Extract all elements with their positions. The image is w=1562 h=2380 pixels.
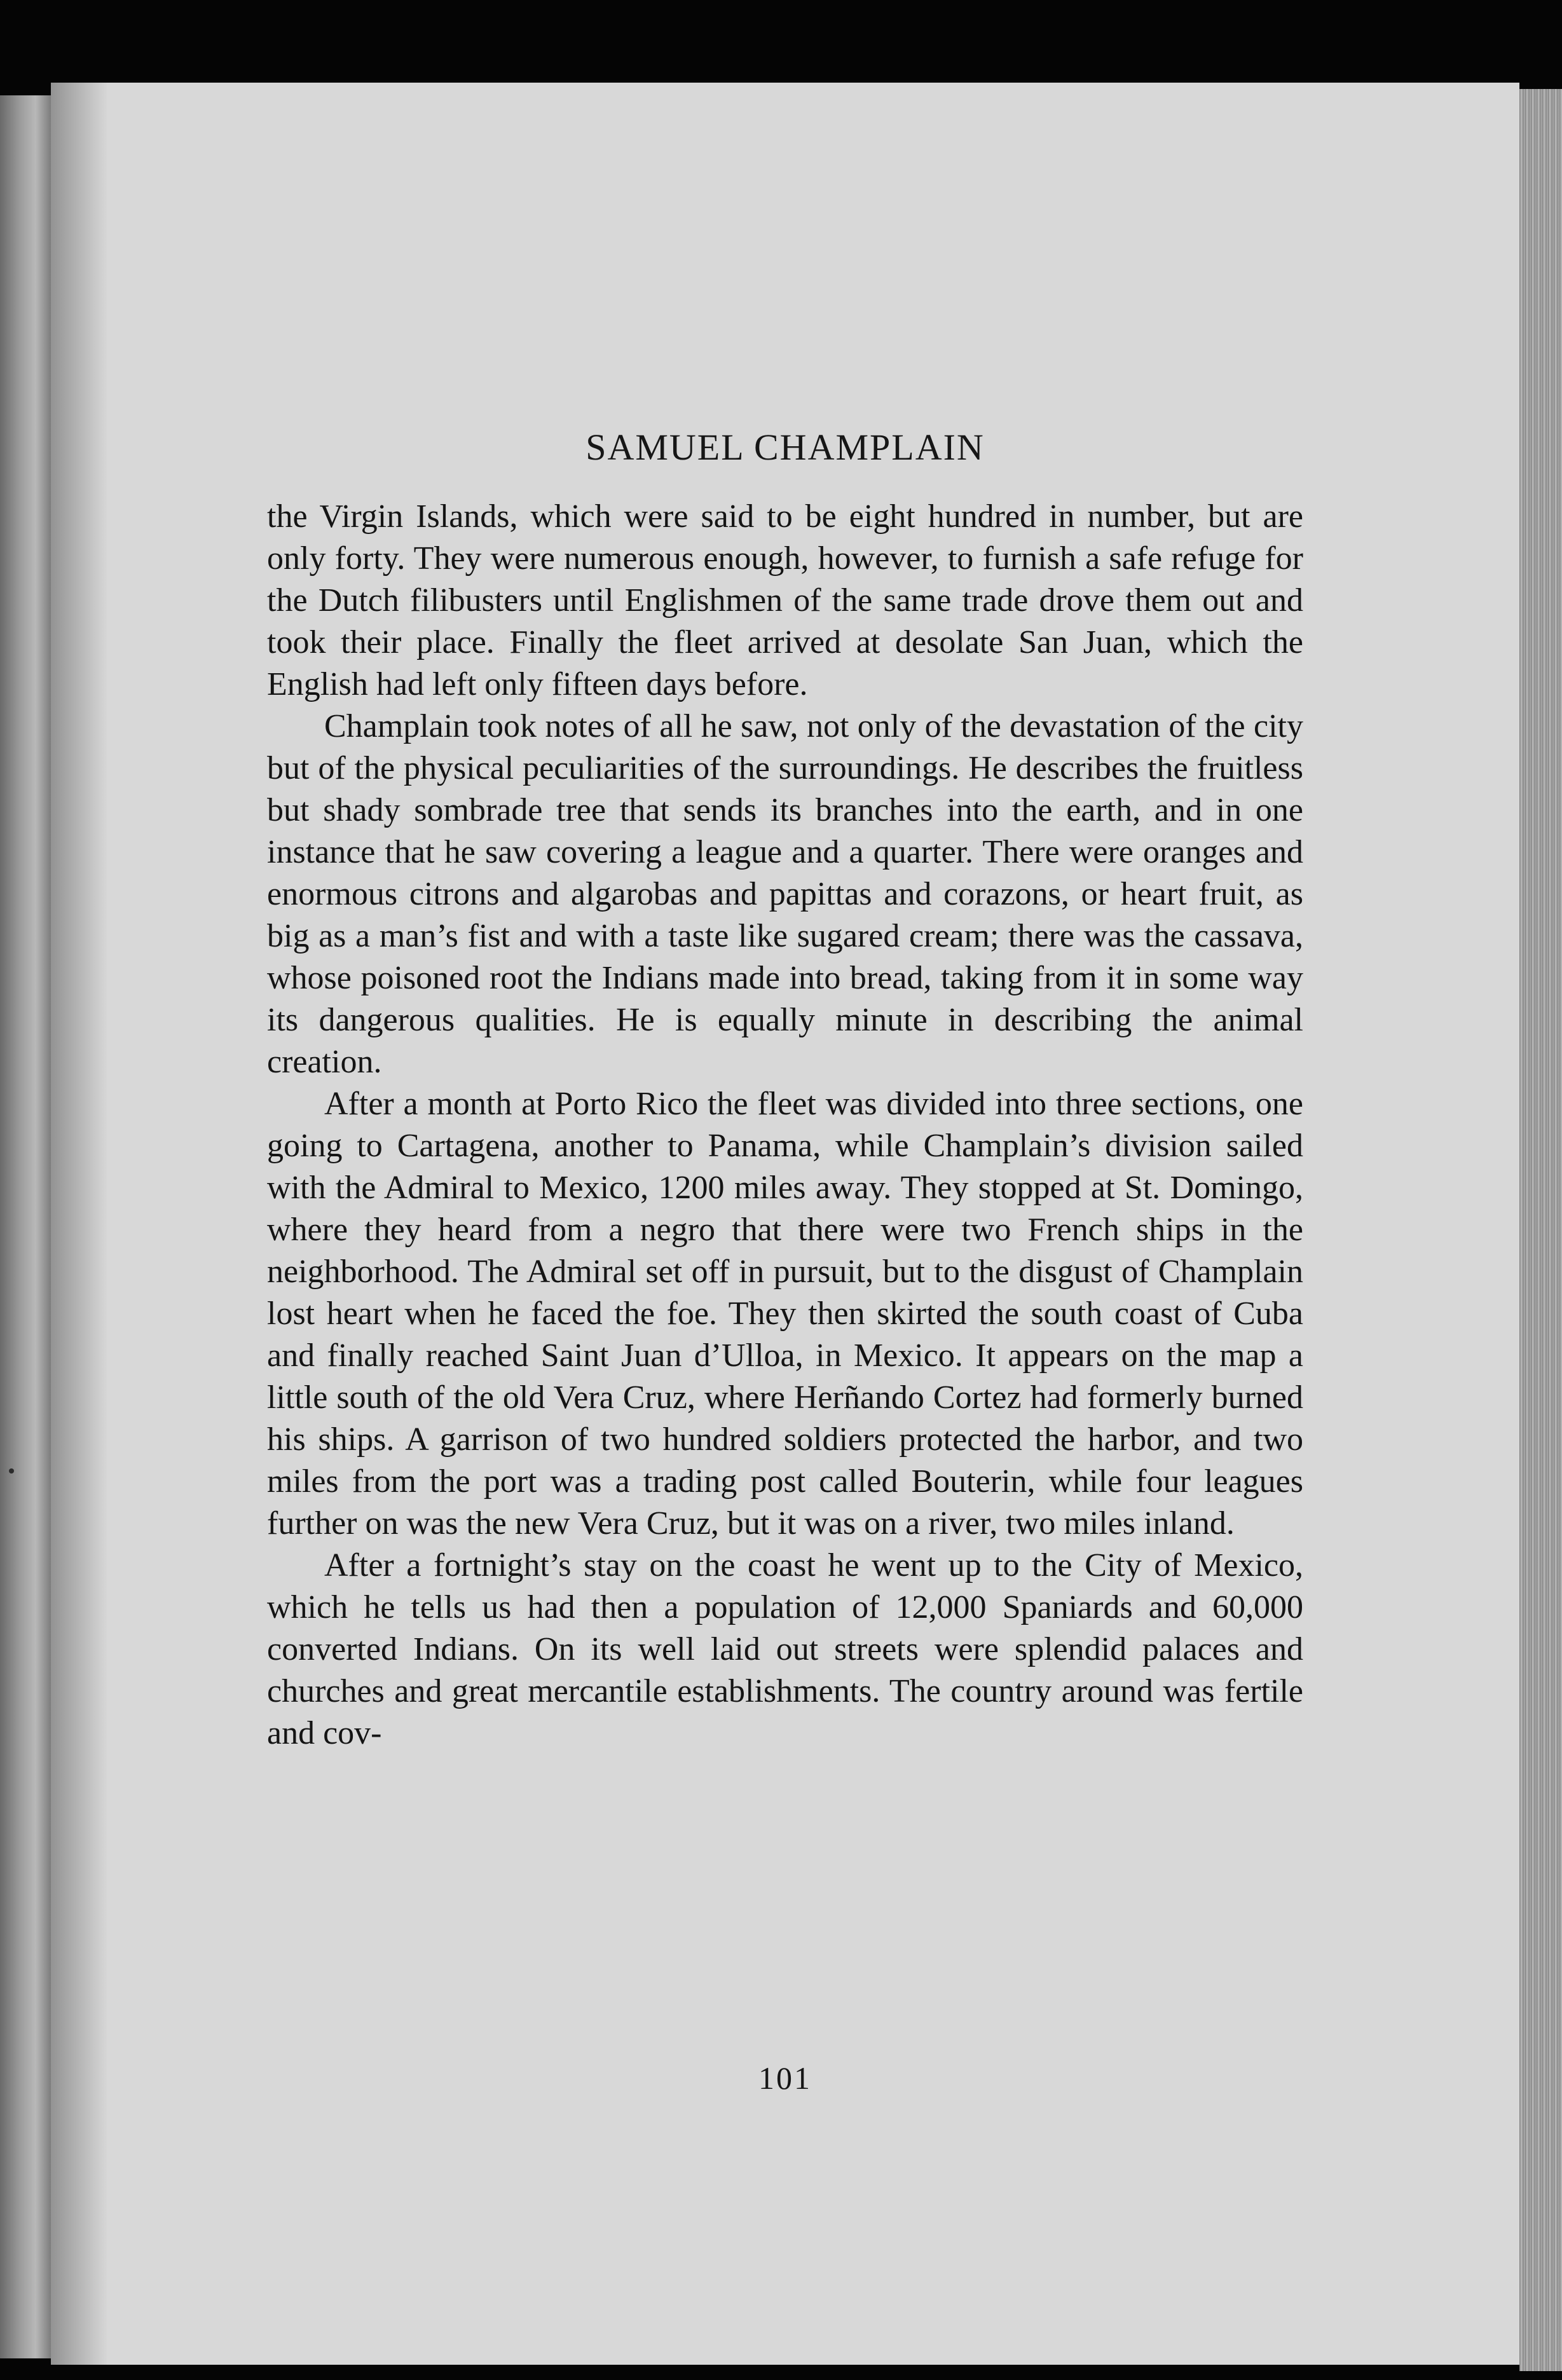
paragraph-3: After a month at Porto Rico the fleet was divided into three sections, one going to Cartagena, another to Panama, while Champlain’s division sailed with the Admiral to Mexico, 1200 miles away. They stopped at St. Domingo, where they heard from a negro that there were two French ships in the neighborhood. The Admiral set off in pursuit, but to the disgust of Champlain lost heart when he faced the foe. They then skirted the south coast of Cuba and finally reached Saint Juan d’Ulloa, in Mexico. It appears on the map a little south of the old Vera Cruz, where Herñando Cortez had formerly burned his ships. A garrison of two hundred soldiers protected the harbor, and two miles from the port was a trading post called Bouterin, while four leagues further on was the new Vera Cruz, but it was on a river, two miles inland. [267, 1086, 1303, 1542]
paragraph-2: Champlain took notes of all he saw, not only of the devastation of the city but of the physical peculiarities of the surroundings. He describes the fruitless but shady sombrade tree that sends its branches into the earth, and in one instance that he saw covering a league and a quarter. There were oranges and enormous citrons and algarobas and papittas and corazons, or heart fruit, as big as a man’s fist and with a taste like sugared cream; there was the cassava, whose poisoned root the Indians made into bread, taking from it in some way its dangerous qualities. He is equally minute in describing the animal creation. [267, 708, 1303, 1080]
paragraph-4: After a fortnight’s stay on the coast he went up to the City of Mexico, which he tells us had then a population of 12,000 Spaniards and 60,000 converted Indians. On its well laid out streets were splendid palaces and churches and great mercantile establishments. The country around was fertile and cov- [267, 1547, 1303, 1751]
body-text [267, 496, 1303, 1754]
facing-page-edge [0, 95, 51, 2358]
page-number: 101 [758, 2060, 812, 2096]
page-stack-edge [1519, 89, 1562, 2371]
book-page [51, 83, 1519, 2365]
running-head: SAMUEL CHAMPLAIN [586, 427, 985, 468]
paragraph-1: the Virgin Islands, which were said to be eight hundred in number, but are only forty. They were numerous enough, however, to furnish a safe refuge for the Dutch filibusters until Englishmen of the same trade drove them out and took their place. Finally the fleet arrived at desolate San Juan, which the English had left only fifteen days before. [267, 498, 1303, 702]
scan-speck [9, 1468, 14, 1474]
